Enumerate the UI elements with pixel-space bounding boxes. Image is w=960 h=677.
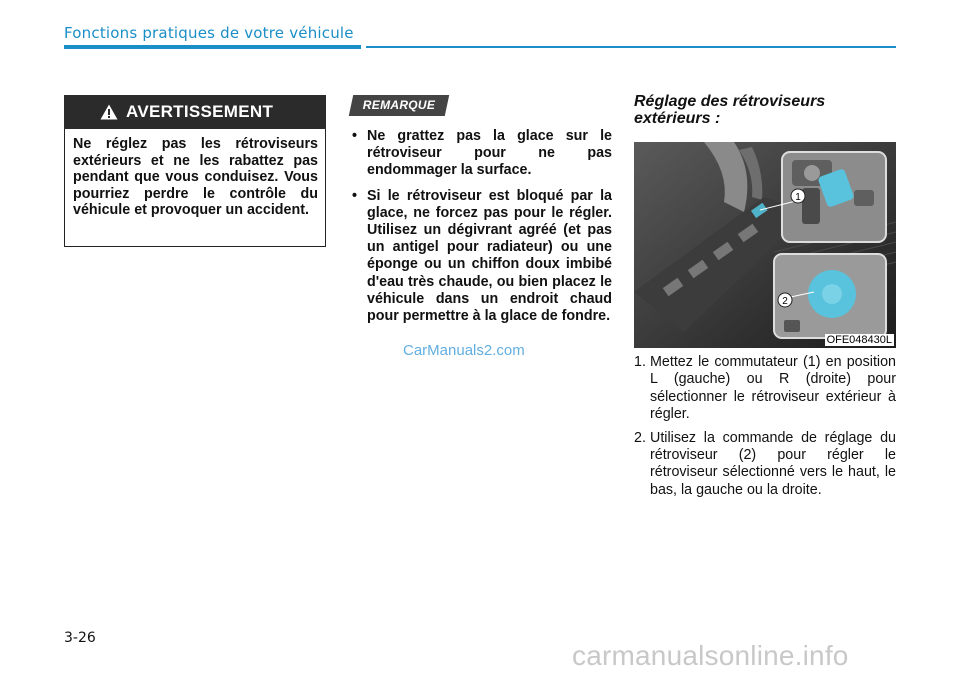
step-number: 1. (634, 354, 646, 370)
door-panel-illustration (634, 142, 896, 348)
warning-header (64, 95, 326, 129)
header-bar-thick (64, 45, 361, 49)
header-bar-thin (366, 46, 896, 48)
step-text: Utilisez la commande de réglage du rétroviseur (2) pour régler le rétroviseur sélectionné vers le haut, le bas, la gauche ou la droite. (650, 429, 896, 498)
svg-text:2: 2 (782, 296, 788, 307)
section-header-title: Fonctions pratiques de votre véhicule (64, 24, 354, 42)
remarque-list (352, 128, 612, 333)
svg-text:1: 1 (795, 192, 801, 203)
warning-text: Ne réglez pas les rétroviseurs extérieurs et ne les rabattez pas pendant que vous conduisez. Vous pourriez perdre le contrôle du véhicule et provoquer un accident. (73, 136, 318, 219)
list-item: • Si le rétroviseur est bloqué par la glace, ne forcez pas pour le régler. Utilisez un dégivrant agréé (et pas un antigel pour radiateur) ou une éponge ou un chiffon doux imbibé d'eau très chaude, ou bien placez le véhicule dans un endroit chaud pour permettre à la glace de fondre. (352, 188, 612, 326)
mirror-control-photo (634, 142, 896, 348)
callout-1 (791, 189, 805, 203)
step-text: Mettez le commutateur (1) en position L (gauche) ou R (droite) pour sélectionner le rétroviseur extérieur à régler. (650, 354, 896, 423)
image-code: OFE048430L (826, 334, 892, 346)
section-title: Réglage des rétroviseurs extérieurs : (634, 93, 826, 127)
watermark-footer: carmanualsonline.info (572, 640, 849, 671)
warning-triangle-icon (100, 104, 118, 120)
list-item: • Ne grattez pas la glace sur le rétroviseur pour ne pas endommager la surface. (352, 128, 612, 180)
warning-title: AVERTISSEMENT (126, 102, 274, 121)
steps-list (634, 354, 896, 505)
list-item (634, 430, 896, 500)
callout-2 (778, 293, 792, 307)
remarque-label: REMARQUE (362, 98, 436, 112)
list-item (634, 354, 896, 424)
step-number: 2. (634, 429, 646, 446)
page-number: 3-26 (64, 630, 96, 646)
watermark-overlay: CarManuals2.com (403, 342, 525, 359)
